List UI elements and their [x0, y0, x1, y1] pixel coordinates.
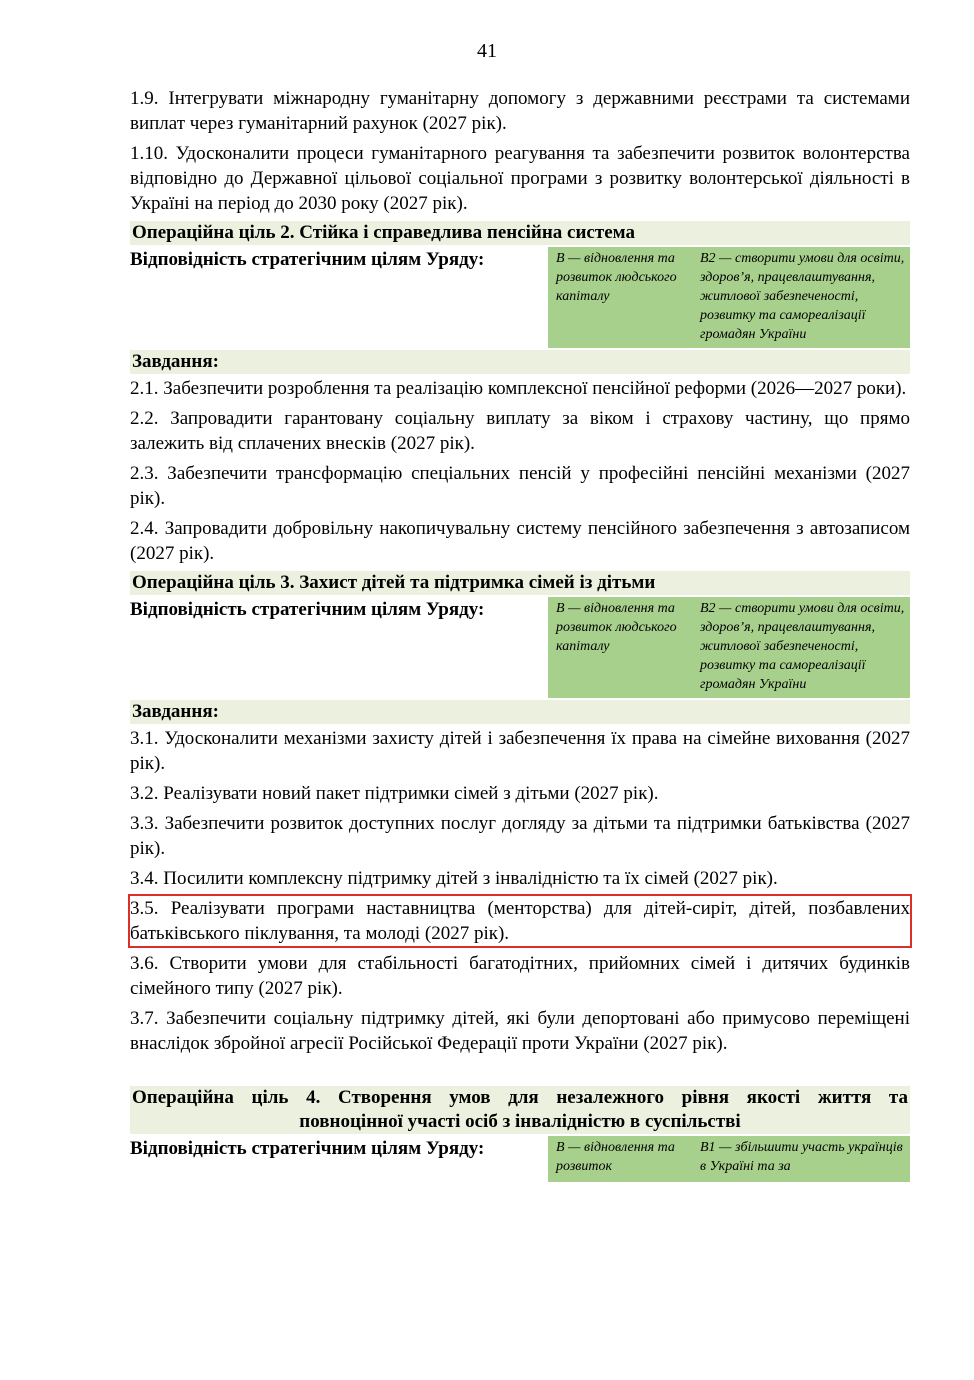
document-body: [130, 86, 910, 1182]
goal-2-tasks-header: Завдання:: [130, 350, 910, 374]
task-1-9: 1.9. Інтегрувати міжнародну гуманітарну допомогу з державними реєстрами та системами виплат через гуманітарний рахунок (2027 рік).: [130, 88, 910, 134]
goal-4-title-line1: Операційна ціль 4. Створення умов для незалежного рівня якості життя та: [132, 1087, 908, 1108]
goal-2-responsibility: [130, 247, 910, 348]
task-3-1: 3.1. Удосконалити механізми захисту дітей і забезпечення їх права на сімейне виховання (2027 рік).: [130, 728, 910, 774]
task-1-10: 1.10. Удосконалити процеси гуманітарного реагування та забезпечити розвиток волонтерства відповідно до Державної цільової соціальної програми з розвитку волонтерської діяльності в Україні на період до 2030 року (2027 рік).: [130, 143, 910, 214]
goal-4-responsibility: [130, 1136, 910, 1182]
goal-3-tasks-header: Завдання:: [130, 700, 910, 724]
task-3-6: 3.6. Створити умови для стабільності багатодітних, прийомних сімей і дитячих будинків сімейного типу (2027 рік).: [130, 953, 910, 999]
task-3-2: 3.2. Реалізувати новий пакет підтримки сімей з дітьми (2027 рік).: [130, 783, 659, 804]
goal-3-resp-label: Відповідність стратегічним цілям Уряду:: [130, 599, 485, 620]
page-number: 41: [477, 40, 497, 62]
goal-3-title: Операційна ціль 3. Захист дітей та підтримка сімей із дітьми: [130, 571, 910, 595]
goal-2-resp-box: [548, 247, 910, 348]
goal-2-resp-b: В2 — створити умови для освіти, здоров’я, працевлаштування, житлової забезпеченості, розвитку та самореалізації громадян України: [700, 251, 905, 342]
task-3-7: 3.7. Забезпечити соціальну підтримку дітей, які були депортовані або примусово переміщені внаслідок збройної агресії Російської Федерації проти України (2027 рік).: [130, 1008, 910, 1054]
goal-3-resp-box: [548, 597, 910, 698]
goal-3-responsibility: [130, 597, 910, 698]
goal-4-resp-a: В — відновлення та розвиток: [556, 1140, 675, 1174]
task-2-4: 2.4. Запровадити добровільну накопичувальну систему пенсійного забезпечення з автозаписом (2027 рік).: [130, 518, 910, 564]
task-2-1: 2.1. Забезпечити розроблення та реалізацію комплексної пенсійної реформи (2026—2027 роки).: [130, 378, 907, 399]
goal-3-resp-a: В — відновлення та розвиток людського капіталу: [556, 601, 677, 654]
goal-4-resp-box: [548, 1136, 910, 1182]
task-2-3: 2.3. Забезпечити трансформацію спеціальних пенсій у професійні пенсійні механізми (2027 рік).: [130, 463, 910, 509]
task-3-4: 3.4. Посилити комплексну підтримку дітей з інвалідністю та їх сімей (2027 рік).: [130, 868, 778, 889]
goal-4-resp-b: В1 — збільшити участь українців в Україні та за: [700, 1140, 903, 1174]
task-3-3: 3.3. Забезпечити розвиток доступних послуг догляду за дітьми та підтримки батьківства (2027 рік).: [130, 813, 910, 859]
goal-3-resp-b: В2 — створити умови для освіти, здоров’я, працевлаштування, житлової забезпеченості, розвитку та самореалізації громадян України: [700, 601, 905, 692]
task-3-5-highlighted: 3.5. Реалізувати програми наставництва (менторства) для дітей-сиріт, дітей, позбавлених батьківського піклування, та молоді (2027 рік).: [130, 898, 910, 944]
goal-2-resp-a: В — відновлення та розвиток людського капіталу: [556, 251, 677, 304]
task-2-2: 2.2. Запровадити гарантовану соціальну виплату за віком і страхову частину, що прямо залежить від сплачених внесків (2027 рік).: [130, 408, 910, 454]
goal-4-title-line2: повноцінної участі осіб з інвалідністю в суспільстві: [299, 1111, 741, 1132]
goal-2-resp-label: Відповідність стратегічним цілям Уряду:: [130, 249, 485, 270]
goal-4-resp-label: Відповідність стратегічним цілям Уряду:: [130, 1138, 485, 1159]
goal-4-title: [130, 1086, 910, 1134]
goal-2-title: Операційна ціль 2. Стійка і справедлива пенсійна система: [130, 221, 910, 245]
